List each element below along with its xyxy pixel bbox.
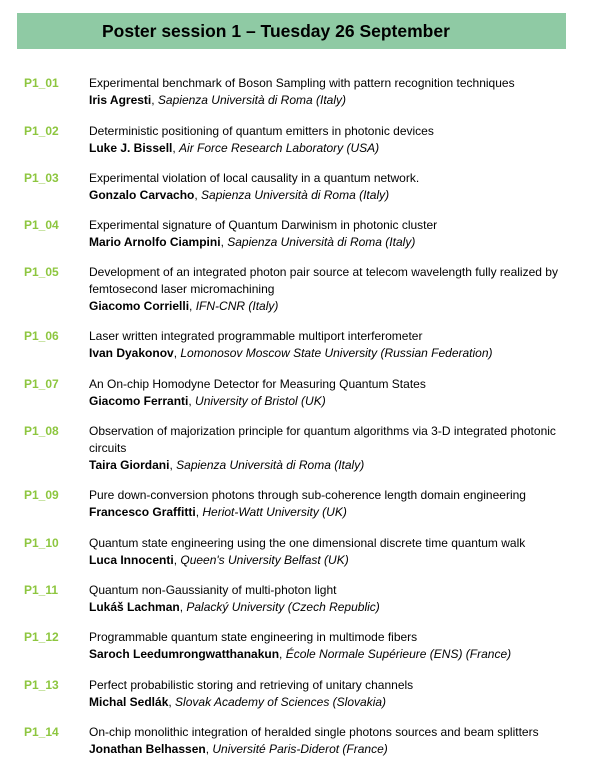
poster-author: Taira Giordani [89,458,170,472]
poster-title: Experimental signature of Quantum Darwinism in photonic cluster [89,218,438,232]
poster-author: Luke J. Bissell [89,141,173,155]
poster-author: Mario Arnolfo Ciampini [89,235,221,249]
poster-author: Saroch Leedumrongwatthanakun [89,647,280,661]
poster-author: Jonathan Belhassen [89,742,206,756]
poster-author: Ivan Dyakonov [89,346,174,360]
poster-title: Observation of majorization principle for quantum algorithms via 3-D integrated photonic circuits [89,424,556,455]
poster-title: Development of an integrated photon pair source at telecom wavelength fully realized by femtosecond laser micromachining [89,265,558,296]
poster-title: Experimental violation of local causality in a quantum network. [89,171,420,185]
poster-title: An On-chip Homodyne Detector for Measuring Quantum States [89,377,426,391]
poster-affiliation: Palacký University (Czech Republic) [186,600,380,614]
poster-affiliation: IFN-CNR (Italy) [195,299,279,313]
poster-affiliation: Université Paris-Diderot (France) [212,742,388,756]
poster-affiliation: University of Bristol (UK) [195,394,326,408]
poster-title: Quantum state engineering using the one dimensional discrete time quantum walk [89,536,526,550]
poster-title: Experimental benchmark of Boson Sampling with pattern recognition techniques [89,76,515,90]
session-title: Poster session 1 – Tuesday 26 September [102,21,450,41]
poster-code: P1_12 [24,630,59,644]
poster-code: P1_09 [24,488,59,502]
poster-affiliation: Lomonosov Moscow State University (Russian Federation) [180,346,493,360]
poster-author: Iris Agresti [89,93,152,107]
poster-code: P1_07 [24,377,59,391]
poster-code: P1_05 [24,265,59,279]
poster-title: Perfect probabilistic storing and retrieving of unitary channels [89,678,414,692]
poster-affiliation: Sapienza Università di Roma (Italy) [201,188,390,202]
poster-title: On-chip monolithic integration of heralded single photons sources and beam splitters [89,725,539,739]
poster-affiliation: Queen's University Belfast (UK) [180,553,349,567]
poster-title: Pure down-conversion photons through sub-coherence length domain engineering [89,488,526,502]
poster-code: P1_06 [24,329,59,343]
poster-affiliation: Sapienza Università di Roma (Italy) [176,458,365,472]
poster-title: Programmable quantum state engineering in multimode fibers [89,630,418,644]
poster-code: P1_10 [24,536,59,550]
poster-code: P1_02 [24,124,59,138]
poster-code: P1_04 [24,218,59,232]
poster-title: Laser written integrated programmable multiport interferometer [89,329,423,343]
poster-code: P1_14 [24,725,59,739]
poster-author: Gonzalo Carvacho [89,188,195,202]
poster-title: Deterministic positioning of quantum emitters in photonic devices [89,124,434,138]
poster-code: P1_01 [24,76,59,90]
poster-author: Francesco Graffitti [89,505,196,519]
poster-author: Luca Innocenti [89,553,174,567]
session-header [17,13,566,49]
poster-author: Giacomo Ferranti [89,394,189,408]
poster-code: P1_03 [24,171,59,185]
poster-author: Lukáš Lachman [89,600,180,614]
poster-affiliation: École Normale Supérieure (ENS) (France) [285,647,512,661]
poster-affiliation: Air Force Research Laboratory (USA) [179,141,380,155]
poster-author: Michal Sedlák [89,695,169,709]
poster-code: P1_08 [24,424,59,438]
poster-affiliation: Sapienza Università di Roma (Italy) [157,93,346,107]
poster-code: P1_13 [24,678,59,692]
poster-title: Quantum non-Gaussianity of multi-photon light [89,583,337,597]
poster-affiliation: Slovak Academy of Sciences (Slovakia) [175,695,387,709]
poster-code: P1_11 [24,583,59,597]
poster-affiliation: Sapienza Università di Roma (Italy) [227,235,416,249]
poster-affiliation: Heriot-Watt University (UK) [202,505,347,519]
poster-author: Giacomo Corrielli [89,299,190,313]
